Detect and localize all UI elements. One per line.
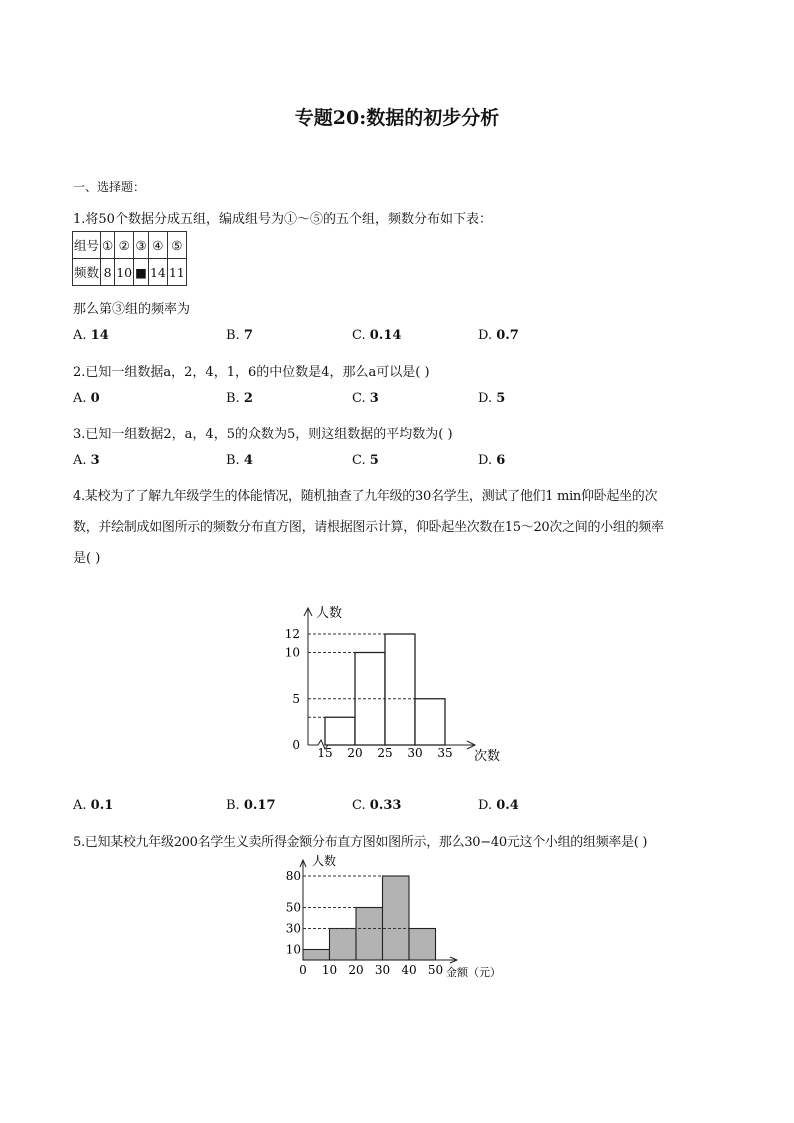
q4-line2: 数，并绘制成如图所示的频数分布直方图，请根据图示计算，仰卧起坐次数在15～20次之间的小组的频率: [73, 520, 664, 535]
table-cell: ⑤: [167, 232, 186, 259]
x-tick-label: 40: [401, 963, 417, 977]
table-cell: 10: [115, 259, 134, 286]
x-axis-label: 次数: [474, 749, 501, 764]
q1-stem: 1.将50个数据分成五组，编成组号为①～⑤的五个组，频数分布如下表：: [73, 212, 492, 227]
table-cell: ④: [148, 232, 167, 259]
y-axis-label: 人数: [312, 854, 337, 868]
option-a[interactable]: A. 0: [73, 391, 100, 406]
option-b[interactable]: B. 7: [226, 328, 253, 343]
table-cell: ■: [134, 259, 149, 286]
q4-options: [0, 798, 794, 818]
x-tick-label: 25: [377, 746, 393, 760]
q1-question: 那么第③组的频率为: [73, 302, 191, 317]
q4-line1: 4.某校为了了解九年级学生的体能情况，随机抽查了九年级的30名学生，测试了他们1 min仰卧起坐的次: [73, 489, 658, 504]
histogram-amount: [270, 850, 530, 988]
x-tick-label: 30: [407, 746, 423, 760]
y-tick-label: 10: [285, 942, 301, 957]
x-tick-label: 10: [321, 963, 338, 977]
histogram-situps: [270, 598, 520, 770]
histogram-bar: [415, 699, 445, 745]
option-b[interactable]: B. 2: [226, 391, 253, 406]
q3-options: [0, 453, 794, 473]
option-a[interactable]: A. 0.1: [73, 798, 114, 813]
chart-2-marks: [286, 853, 501, 979]
x-tick-label: 35: [437, 746, 453, 760]
x-tick-label: 30: [374, 963, 391, 977]
option-d[interactable]: D. 6: [478, 453, 506, 468]
x-tick-label: 20: [348, 963, 364, 977]
y-tick-label: 0: [292, 738, 300, 752]
q3-stem: 3.已知一组数据2，a，4，5的众数为5，则这组数据的平均数为( ): [73, 427, 453, 442]
y-tick-label: 12: [284, 627, 300, 641]
y-tick-label: 5: [292, 691, 300, 706]
histogram-bar: [325, 717, 355, 745]
table-cell: ③: [134, 232, 149, 259]
histogram-bar: [303, 950, 330, 961]
histogram-bar: [383, 876, 410, 960]
section-heading: 一、选择题：: [73, 180, 146, 194]
frequency-table: [72, 231, 187, 286]
option-c[interactable]: C. 3: [352, 391, 379, 406]
x-tick-label: 15: [317, 746, 333, 760]
table-row: [73, 232, 187, 259]
table-row: [73, 259, 187, 286]
y-axis-label: 人数: [316, 606, 343, 621]
q4-line3: 是( ): [73, 551, 101, 566]
y-tick-label: 30: [285, 921, 301, 936]
q2-options: [0, 391, 794, 411]
page-title: 专题20:数据的初步分析: [294, 107, 500, 129]
x-tick-label: 50: [427, 963, 444, 977]
table-cell: 14: [148, 259, 167, 286]
chart-1-marks: [285, 605, 500, 764]
option-b[interactable]: B. 4: [226, 453, 253, 468]
histogram-bar: [356, 908, 383, 961]
table-cell: 频数: [73, 259, 101, 286]
table-cell: ②: [115, 232, 134, 259]
x-axis-label: 金额（元）: [446, 966, 501, 979]
table-cell: 组号: [73, 232, 101, 259]
histogram-bar: [409, 929, 436, 961]
y-tick-label: 50: [285, 900, 301, 915]
q5-stem: 5.已知某校九年级200名学生义卖所得金额分布直方图如图所示，那么30−40元这个小组的组频率是( ): [73, 835, 648, 850]
option-b[interactable]: B. 0.17: [226, 798, 276, 813]
option-c[interactable]: C. 0.14: [352, 328, 402, 343]
option-d[interactable]: D. 0.7: [478, 328, 519, 343]
option-d[interactable]: D. 0.4: [478, 798, 519, 813]
x-tick-label: 0: [299, 963, 307, 977]
y-tick-label: 10: [284, 645, 300, 660]
option-c[interactable]: C. 0.33: [352, 798, 402, 813]
option-a[interactable]: A. 14: [73, 328, 109, 343]
option-a[interactable]: A. 3: [73, 453, 100, 468]
option-c[interactable]: C. 5: [352, 453, 379, 468]
q2-stem: 2.已知一组数据a，2，4，1，6的中位数是4，那么a可以是( ): [73, 365, 430, 380]
table-cell: 11: [167, 259, 186, 286]
table-cell: 8: [101, 259, 115, 286]
q1-options: [0, 328, 794, 348]
histogram-bar: [330, 929, 357, 961]
table-cell: ①: [101, 232, 115, 259]
y-tick-label: 80: [285, 869, 301, 883]
option-d[interactable]: D. 5: [478, 391, 506, 406]
histogram-bar: [385, 634, 415, 745]
x-tick-label: 20: [347, 746, 363, 760]
